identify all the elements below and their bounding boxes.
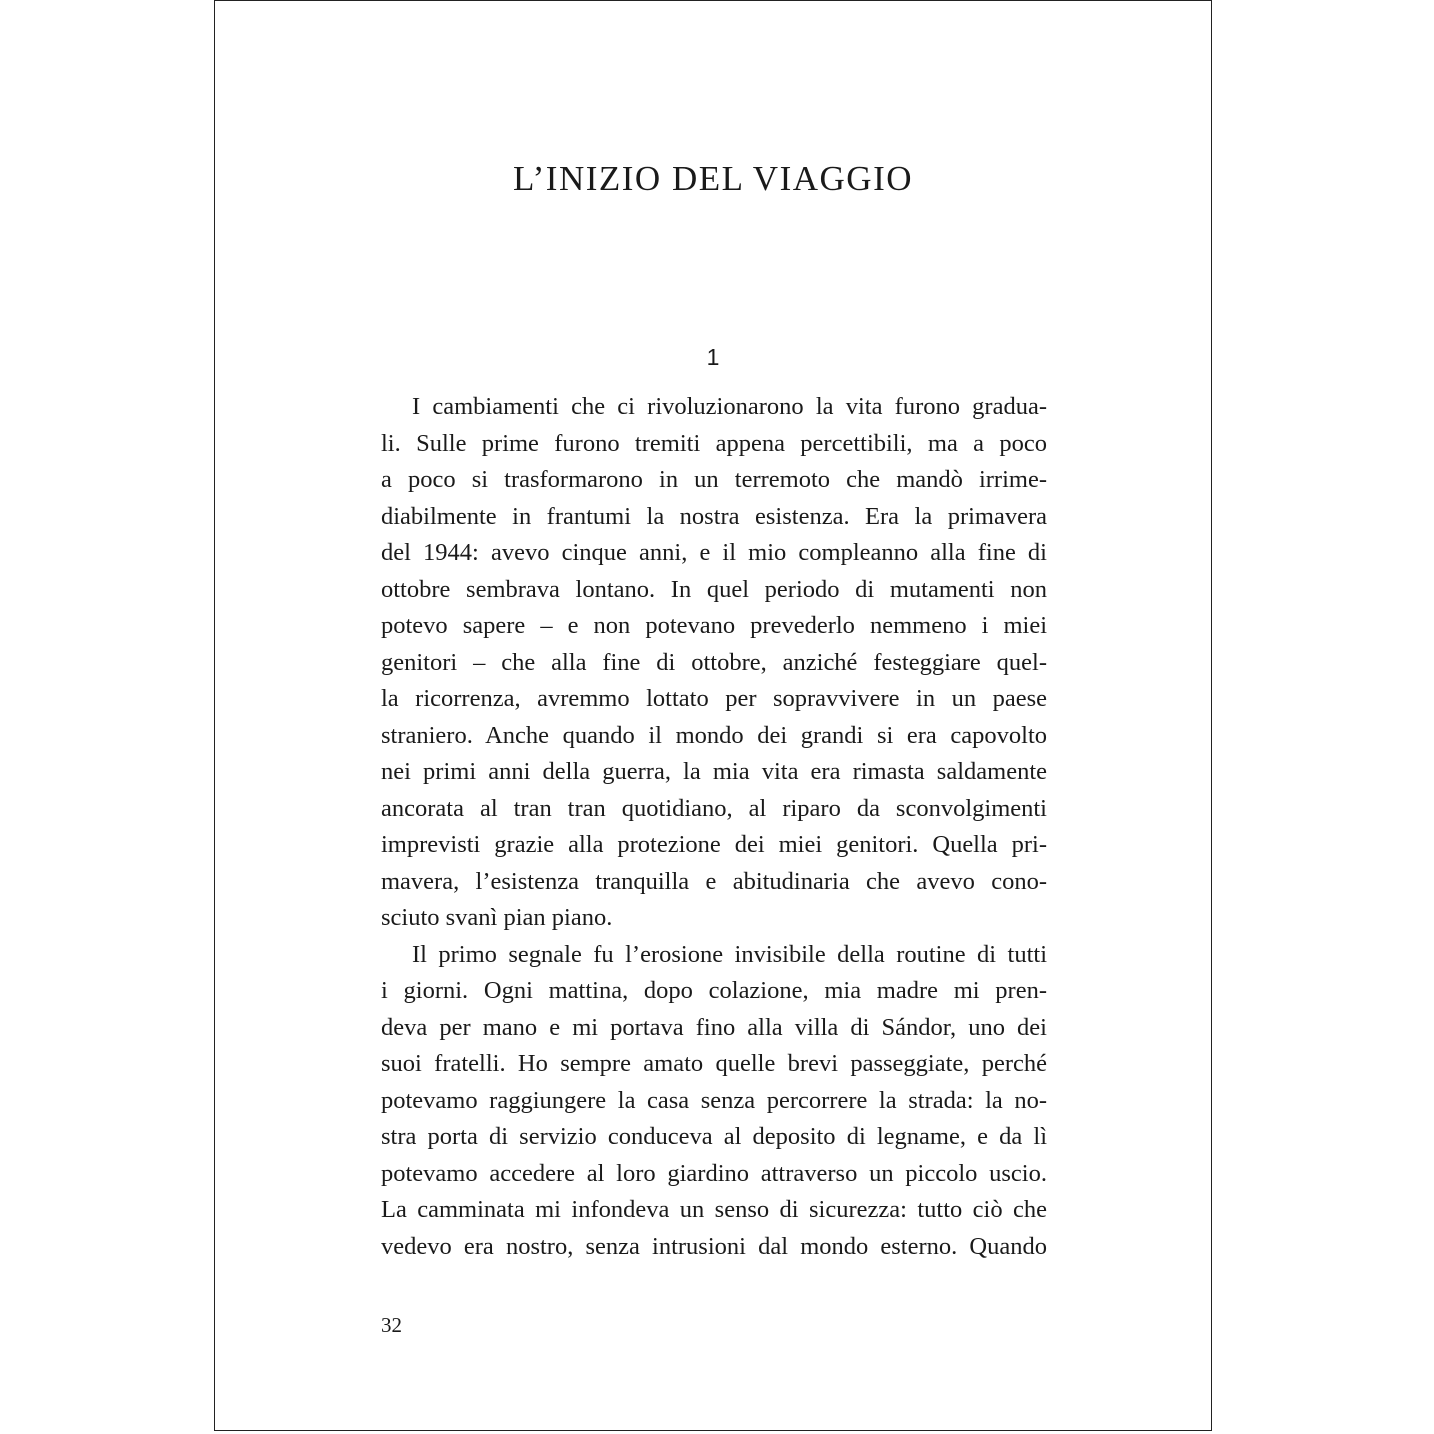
text-line: Il primo segnale fu l’erosione invisibile della routine di tutti — [412, 940, 1047, 968]
chapter-title: L’INIZIO DEL VIAGGIO — [512, 159, 913, 198]
book-page — [214, 0, 1212, 1431]
text-line: stra porta di servizio conduceva al deposito di legname, e da lì — [381, 1123, 1047, 1150]
text-line: deva per mano e mi portava fino alla villa di Sándor, uno dei — [381, 1013, 1047, 1041]
text-line: ottobre sembrava lontano. In quel periodo di mutamenti non — [381, 575, 1047, 603]
text-line: la ricorrenza, avremmo lottato per sopravvivere in un paese — [381, 685, 1047, 712]
text-line: del 1944: avevo cinque anni, e il mio compleanno alla fine di — [381, 539, 1047, 566]
text-line: straniero. Anche quando il mondo dei grandi si era capovolto — [381, 721, 1047, 749]
text-line: potevamo raggiungere la casa senza percorrere la strada: la no- — [381, 1086, 1047, 1114]
text-line: sciuto svanì pian piano. — [381, 904, 613, 931]
text-line: i giorni. Ogni mattina, dopo colazione, mia madre mi pren- — [381, 977, 1047, 1004]
section-number: 1 — [706, 344, 720, 370]
page-number: 32 — [381, 1313, 402, 1337]
text-line: li. Sulle prime furono tremiti appena percettibili, ma a poco — [381, 429, 1047, 457]
text-line: mavera, l’esistenza tranquilla e abitudinaria che avevo cono- — [381, 867, 1047, 895]
text-line: potevamo accedere al loro giardino attraverso un piccolo uscio. — [381, 1159, 1047, 1187]
text-line: La camminata mi infondeva un senso di sicurezza: tutto ciò che — [381, 1196, 1047, 1223]
text-line: vedevo era nostro, senza intrusioni dal mondo esterno. Quando — [381, 1232, 1047, 1260]
text-line: suoi fratelli. Ho sempre amato quelle brevi passeggiate, perché — [381, 1050, 1047, 1077]
text-line: genitori – che alla fine di ottobre, anziché festeggiare quel- — [381, 648, 1047, 676]
text-line: diabilmente in frantumi la nostra esistenza. Era la primavera — [381, 502, 1047, 530]
paragraph-1 — [381, 389, 1047, 937]
body-text — [381, 389, 1047, 1265]
text-line: imprevisti grazie alla protezione dei miei genitori. Quella pri- — [381, 831, 1047, 858]
paragraph-2 — [381, 937, 1047, 1266]
text-line: a poco si trasformarono in un terremoto che mandò irrime- — [381, 466, 1047, 493]
text-line: I cambiamenti che ci rivoluzionarono la vita furono gradua- — [412, 393, 1047, 420]
text-line: ancorata al tran tran quotidiano, al riparo da sconvolgimenti — [381, 794, 1047, 822]
text-line: potevo sapere – e non potevano prevederlo nemmeno i miei — [381, 612, 1047, 639]
text-line: nei primi anni della guerra, la mia vita era rimasta saldamente — [381, 758, 1047, 785]
